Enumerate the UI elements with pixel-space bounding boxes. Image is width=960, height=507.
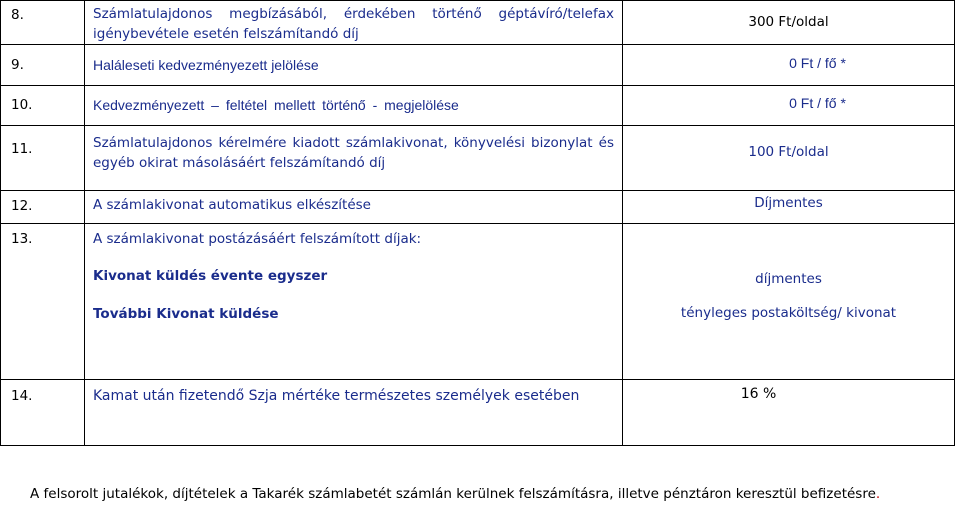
row-description: A számlakivonat automatikus elkészítése bbox=[85, 191, 623, 224]
table-row bbox=[1, 45, 955, 86]
row-price: 0 Ft / fő * bbox=[623, 45, 955, 86]
row-price: 100 Ft/oldal bbox=[623, 126, 955, 191]
row-description-block bbox=[85, 224, 623, 380]
row-number: 8. bbox=[1, 1, 85, 45]
row-description: Kamat után fizetendő Szja mértéke természetes személyek esetében bbox=[85, 380, 623, 446]
row-price: 0 Ft / fő * bbox=[623, 86, 955, 126]
row-number: 12. bbox=[1, 191, 85, 224]
row-description: Haláleseti kedvezményezett jelölése bbox=[85, 45, 623, 86]
row-price: 16 % bbox=[623, 380, 955, 446]
row-number: 9. bbox=[1, 45, 85, 86]
table-row bbox=[1, 86, 955, 126]
table-row bbox=[1, 191, 955, 224]
table-row bbox=[1, 1, 955, 45]
row-description: A számlakivonat postázásáért felszámított díjak: bbox=[93, 231, 422, 247]
table-row bbox=[1, 126, 955, 191]
row-number: 10. bbox=[1, 86, 85, 126]
footnote bbox=[30, 486, 880, 502]
row-description: Számlatulajdonos megbízásából, érdekében történő géptávíró/telefax igénybevétele esetén felszámítandó díj bbox=[85, 1, 623, 45]
footnote-text: A felsorolt jutalékok, díjtételek a Takarék számlabetét számlán kerülnek felszámításra, illetve pénztáron keresztül befizetésre bbox=[30, 486, 876, 502]
row-price: 300 Ft/oldal bbox=[623, 1, 955, 45]
row-description: Számlatulajdonos kérelmére kiadott számlakivonat, könyvelési bizonylat és egyéb okirat másolásáért felszámítandó díj bbox=[85, 126, 623, 191]
row-number: 14. bbox=[1, 380, 85, 446]
table-row bbox=[1, 224, 955, 380]
row-description: Kedvezményezett – feltétel mellett történő - megjelölése bbox=[85, 86, 623, 126]
sub-item-price: tényleges postaköltség/ kivonat bbox=[680, 305, 897, 321]
sub-item-label: További Kivonat küldése bbox=[93, 306, 279, 322]
row-price: Díjmentes bbox=[623, 191, 955, 224]
row-price-block bbox=[623, 224, 955, 380]
table-row bbox=[1, 380, 955, 446]
row-number: 13. bbox=[1, 224, 85, 380]
sub-item-label: Kivonat küldés évente egyszer bbox=[93, 268, 328, 284]
row-number: 11. bbox=[1, 126, 85, 191]
footnote-period: . bbox=[875, 486, 881, 502]
sub-item-price: díjmentes bbox=[755, 271, 822, 287]
